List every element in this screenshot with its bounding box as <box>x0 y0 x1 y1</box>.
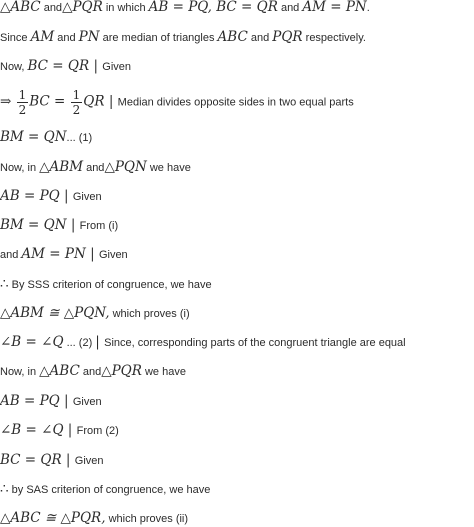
text-segment: in which <box>102 2 149 14</box>
solution-line <box>0 189 102 204</box>
solution-line <box>0 130 92 145</box>
math-expression: BM = QN <box>0 217 67 233</box>
solution-line <box>0 453 104 468</box>
math-symbol: ∴ <box>0 276 9 292</box>
text-segment: By SSS criterion of congruence, we have <box>8 279 212 291</box>
math-expression: PQR <box>272 29 303 45</box>
solution-line <box>0 335 406 350</box>
text-segment: which proves (i) <box>109 308 190 320</box>
math-symbol: | <box>59 188 73 204</box>
math-symbol: | <box>59 393 73 409</box>
math-symbol: | <box>95 334 105 350</box>
text-segment: Now, in <box>0 162 40 174</box>
text-segment: Since <box>0 32 31 44</box>
math-expression: △ABC <box>0 0 41 15</box>
fraction-numerator: 1 <box>72 88 81 102</box>
math-expression: BC = QR <box>27 58 90 74</box>
math-symbol: ⇒ <box>0 93 16 110</box>
math-symbol: | <box>85 246 99 262</box>
math-expression: BM = QN <box>0 129 67 145</box>
text-segment: ... (1) <box>66 132 93 144</box>
solution-line <box>0 0 370 15</box>
text-segment: and <box>0 249 22 261</box>
math-expression: PN <box>78 29 100 45</box>
text-segment: and <box>79 366 102 378</box>
fraction <box>71 89 83 116</box>
text-segment: From (i) <box>79 220 119 232</box>
math-expression: △ABM <box>39 159 84 175</box>
solution-line <box>0 218 118 233</box>
text-segment: Now, in <box>0 366 40 378</box>
text-segment: . <box>366 2 370 14</box>
solution-line <box>0 511 188 526</box>
text-segment: From (2) <box>76 425 119 437</box>
text-segment: Given <box>98 249 128 261</box>
text-segment: and <box>277 2 303 14</box>
math-expression: AM <box>30 29 55 45</box>
math-expression: △ABC ≅ △PQR, <box>0 510 106 526</box>
math-expression: BC = <box>29 93 70 110</box>
fraction-numerator: 1 <box>18 88 27 102</box>
math-expression: AM = PN <box>302 0 367 15</box>
solution-line <box>0 59 131 74</box>
math-expression: QR <box>83 93 105 110</box>
math-expression: △ABC <box>39 363 80 379</box>
solution-line <box>0 423 119 438</box>
solution-line <box>0 394 102 409</box>
text-segment: Since, corresponding parts of the congruent triangle are equal <box>104 337 406 349</box>
solution-line <box>0 89 354 116</box>
solution-line <box>0 160 191 175</box>
math-symbol: | <box>104 93 118 110</box>
math-symbol: | <box>61 452 75 468</box>
text-segment: by SAS criterion of congruence, we have <box>8 484 211 496</box>
text-segment: and <box>247 32 273 44</box>
math-expression: △ABM ≅ △PQN, <box>0 305 110 321</box>
math-expression: AB = PQ, BC = QR <box>148 0 278 15</box>
fraction-denominator: 2 <box>18 103 27 117</box>
solution-line <box>0 482 210 497</box>
text-segment: Given <box>102 61 132 73</box>
solution-line <box>0 30 366 45</box>
text-segment: respectively. <box>302 32 366 44</box>
fraction <box>17 89 29 116</box>
math-expression: AM = PN <box>21 246 86 262</box>
text-segment: Given <box>74 455 104 467</box>
math-expression: ∠B = ∠Q <box>0 422 64 438</box>
text-segment: we have <box>141 366 186 378</box>
solution-line <box>0 306 190 321</box>
math-expression: AB = PQ <box>0 188 60 204</box>
solution-line <box>0 364 186 379</box>
text-segment: Median divides opposite sides in two equal parts <box>117 96 354 109</box>
math-symbol: | <box>89 58 103 74</box>
math-expression: △PQR <box>62 0 103 15</box>
text-segment: Given <box>72 191 102 203</box>
math-expression: △PQR <box>101 363 142 379</box>
math-expression: △PQN <box>104 159 147 175</box>
text-segment: and <box>54 32 79 44</box>
math-symbol: | <box>66 217 80 233</box>
math-expression: AB = PQ <box>0 393 60 409</box>
text-segment: are median of triangles <box>99 32 218 44</box>
text-segment: we have <box>146 162 191 174</box>
text-segment: and <box>40 2 63 14</box>
text-segment: and <box>83 162 105 174</box>
math-expression: ∠B = ∠Q <box>0 334 64 350</box>
math-expression: ABC <box>217 29 248 45</box>
math-symbol: | <box>63 422 77 438</box>
text-segment: ... (2) <box>63 337 96 349</box>
solution-line <box>0 277 212 292</box>
text-segment: which proves (ii) <box>105 513 189 525</box>
text-segment: Now, <box>0 61 28 73</box>
solution-line <box>0 247 128 262</box>
math-symbol: ∴ <box>0 481 9 497</box>
fraction-denominator: 2 <box>72 103 81 117</box>
math-expression: BC = QR <box>0 452 62 468</box>
text-segment: Given <box>72 396 102 408</box>
